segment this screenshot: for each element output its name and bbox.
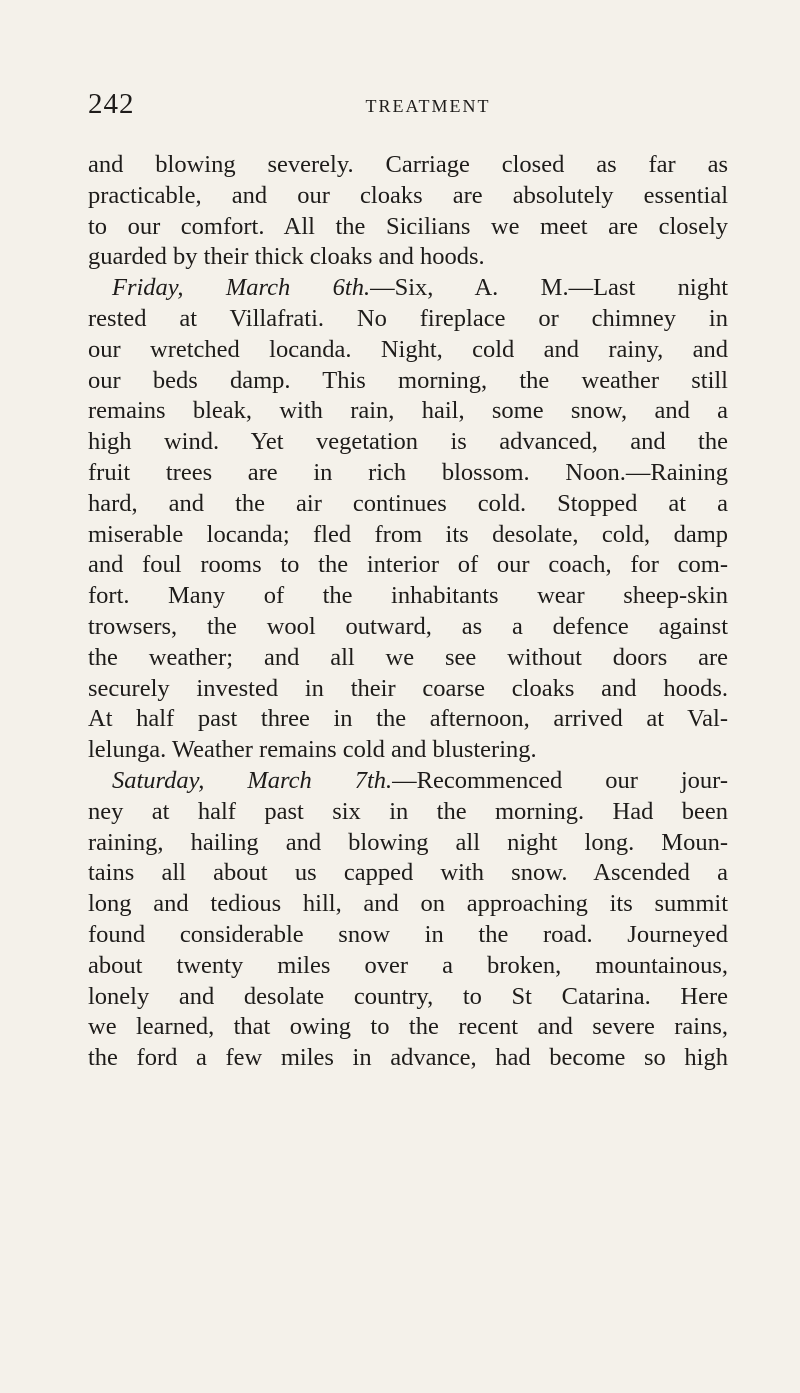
line-text: securely invested in their coarse cloaks and hoods. <box>88 674 728 702</box>
line-text: our wretched locanda. Night, cold and rainy, and <box>88 335 728 363</box>
page-number: 242 <box>88 88 135 120</box>
line-text: tains all about us capped with snow. Ascended a <box>88 859 728 887</box>
line-text: At half past three in the afternoon, arrived at Val- <box>88 705 728 733</box>
text-line <box>88 366 728 397</box>
text-line <box>88 550 728 581</box>
line-text: lonely and desolate country, to St Catarina. Here <box>88 982 728 1010</box>
text-line <box>88 520 728 551</box>
line-text: lelunga. Weather remains cold and blustering. <box>88 736 537 764</box>
text-line <box>88 181 728 212</box>
line-text: the weather; and all we see without doors are <box>88 643 728 671</box>
body-text <box>88 150 728 1074</box>
text-line <box>88 273 728 304</box>
text-line <box>88 212 728 243</box>
text-line <box>88 951 728 982</box>
text-line <box>88 242 728 273</box>
text-line <box>88 1012 728 1043</box>
text-line <box>88 797 728 828</box>
entry-date: Friday, March 6th. <box>112 274 371 302</box>
text-line <box>88 612 728 643</box>
line-text: miserable locanda; fled from its desolate, cold, damp <box>88 520 728 548</box>
line-text: our beds damp. This morning, the weather still <box>88 366 728 394</box>
entry-date: Saturday, March 7th. <box>112 766 393 794</box>
line-text: long and tedious hill, and on approaching its summit <box>88 890 728 918</box>
page-header <box>88 88 728 128</box>
line-text: trowsers, the wool outward, as a defence against <box>88 612 728 640</box>
text-line <box>88 674 728 705</box>
text-line <box>88 427 728 458</box>
line-text: —Six, A. M.—Last night <box>370 274 729 302</box>
line-text: remains bleak, with rain, hail, some snow, and a <box>88 397 728 425</box>
line-text: found considerable snow in the road. Journeyed <box>88 920 728 948</box>
line-text: fruit trees are in rich blossom. Noon.—Raining <box>88 458 728 486</box>
line-text: guarded by their thick cloaks and hoods. <box>88 243 485 271</box>
line-text: ney at half past six in the morning. Had been <box>88 797 728 825</box>
line-text: —Recommenced our jour- <box>392 766 729 794</box>
text-line <box>88 581 728 612</box>
text-line <box>88 304 728 335</box>
text-line <box>88 766 728 797</box>
text-line <box>88 920 728 951</box>
text-line <box>88 150 728 181</box>
text-line <box>88 889 728 920</box>
text-line <box>88 858 728 889</box>
line-text: rested at Villafrati. No fireplace or chimney in <box>88 304 728 332</box>
line-text: the ford a few miles in advance, had become so high <box>88 1044 728 1072</box>
line-text: to our comfort. All the Sicilians we meet are closely <box>88 212 728 240</box>
line-text: hard, and the air continues cold. Stopped at a <box>88 489 728 517</box>
line-text: high wind. Yet vegetation is advanced, and the <box>88 428 728 456</box>
line-text: fort. Many of the inhabitants wear sheep-skin <box>88 582 728 610</box>
text-line <box>88 1043 728 1074</box>
text-line <box>88 735 728 766</box>
line-text: and foul rooms to the interior of our coach, for com- <box>88 551 728 579</box>
text-line <box>88 458 728 489</box>
line-text: practicable, and our cloaks are absolutely essential <box>88 181 728 209</box>
line-text: raining, hailing and blowing all night long. Moun- <box>88 828 728 856</box>
text-line <box>88 489 728 520</box>
text-line <box>88 335 728 366</box>
line-text: and blowing severely. Carriage closed as far as <box>88 151 728 178</box>
text-line <box>88 704 728 735</box>
text-line <box>88 643 728 674</box>
text-line <box>88 828 728 859</box>
text-line <box>88 982 728 1013</box>
text-line <box>88 396 728 427</box>
line-text: about twenty miles over a broken, mountainous, <box>88 951 728 979</box>
running-title: TREATMENT <box>365 96 491 116</box>
line-text: we learned, that owing to the recent and severe rains, <box>88 1013 728 1041</box>
